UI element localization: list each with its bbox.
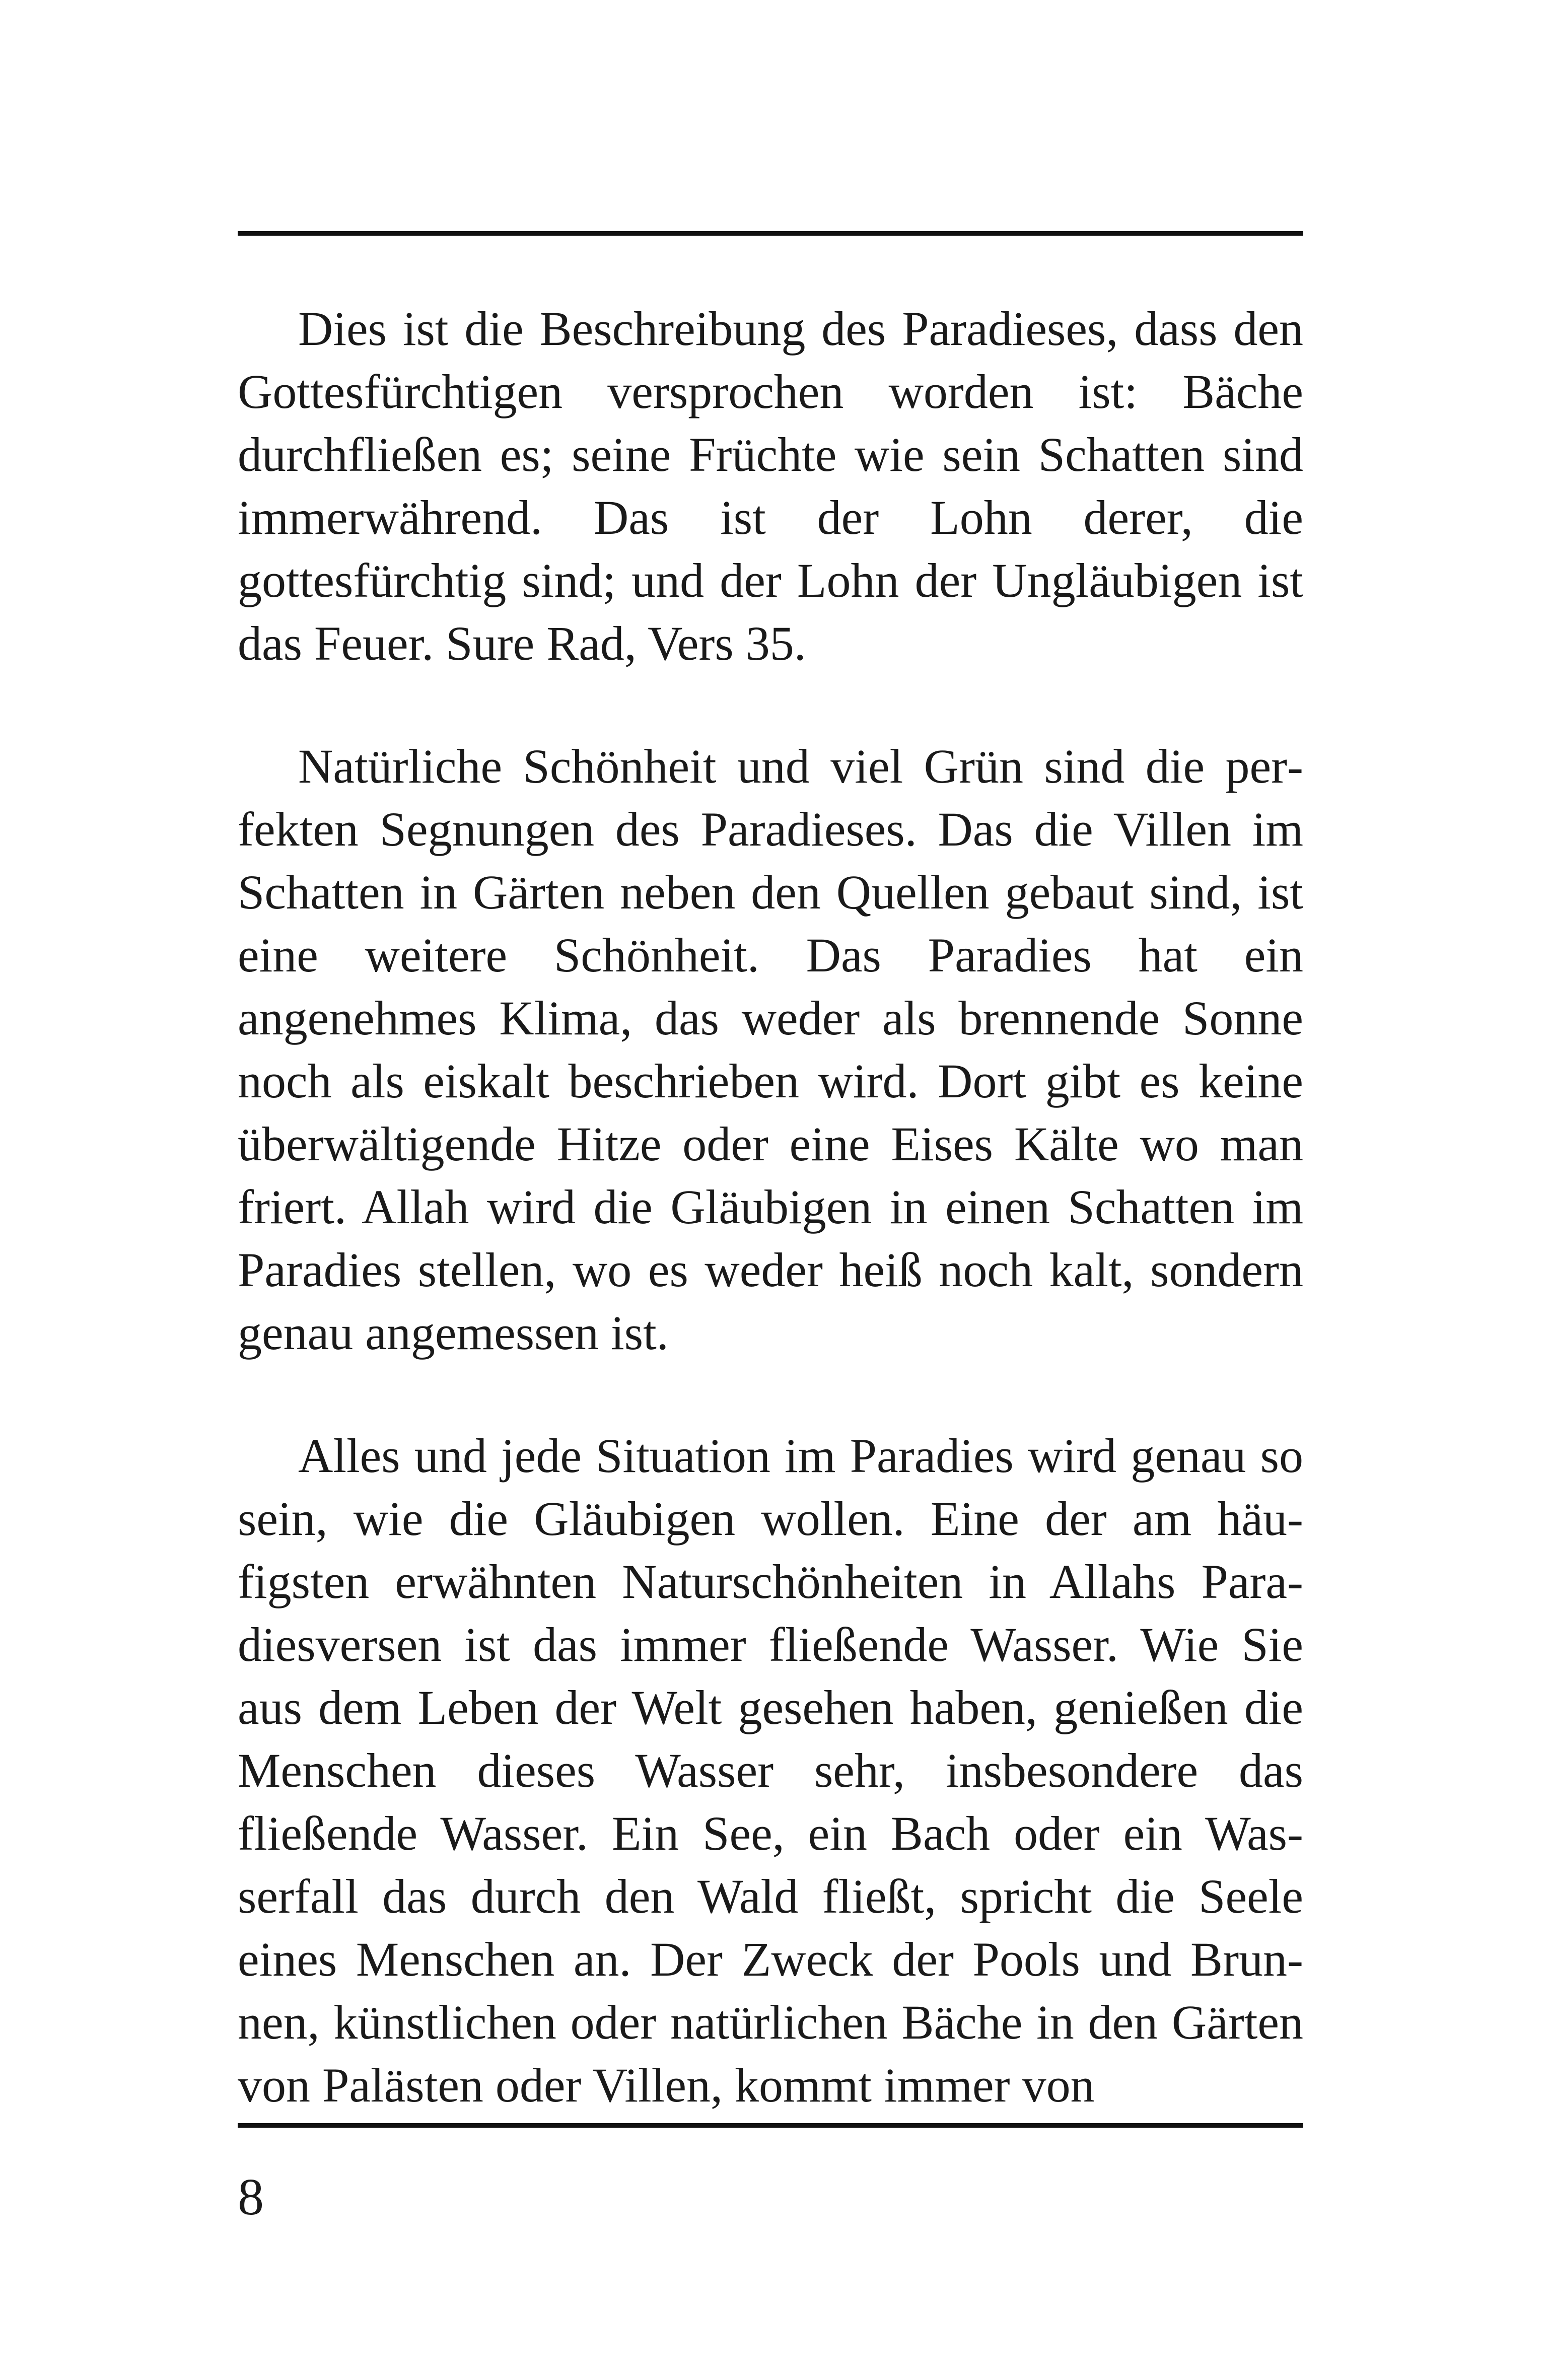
- paragraph-3: Alles und jede Situation im Paradies wird genau so sein, wie die Gläubigen wollen. Eine der am häufigsten erwähnten Naturschönheiten in Allahs Paradiesversen ist das immer fließende Wasser. Wie Sie aus dem Leben der Welt gesehen haben, genießen die Menschen dieses Wasser sehr, insbesondere das fließende Wasser. Ein See, ein Bach oder ein Wasserfall das durch den Wald fließt, spricht die Seele eines Menschen an. Der Zweck der Pools und Brunnen, künstlichen oder natürlichen Bäche in den Gärten von Palästen oder Villen, kommt immer von: [238, 1429, 1303, 2112]
- paragraph-2: Natürliche Schönheit und viel Grün sind die perfekten Segnungen des Paradieses. Das die Villen im Schatten in Gärten neben den Quellen gebaut sind, ist eine weitere Schönheit. Das Paradies hat ein angenehmes Klima, das weder als brennende Sonne noch als eiskalt beschrieben wird. Dort gibt es keine überwältigende Hitze oder eine Eises Kälte wo man friert. Allah wird die Gläubigen in einen Schatten im Paradies stellen, wo es weder heiß noch kalt, sondern genau angemessen ist.: [238, 739, 1303, 1360]
- footer-rule: [238, 2123, 1303, 2128]
- header-rule: [238, 231, 1303, 236]
- body-text: [238, 297, 1303, 2117]
- page-number: 8: [238, 2168, 264, 2226]
- paragraph-1: Dies ist die Beschreibung des Paradieses, dass den Gottesfürchtigen versprochen worden ist: Bäche durchfließen es; seine Früchte wie sein Schatten sind immerwährend. Das ist der Lohn derer, die gottesfürchtig sind; und der Lohn der Ungläubigen ist das Feuer. Sure Rad, Vers 35.: [238, 302, 1303, 670]
